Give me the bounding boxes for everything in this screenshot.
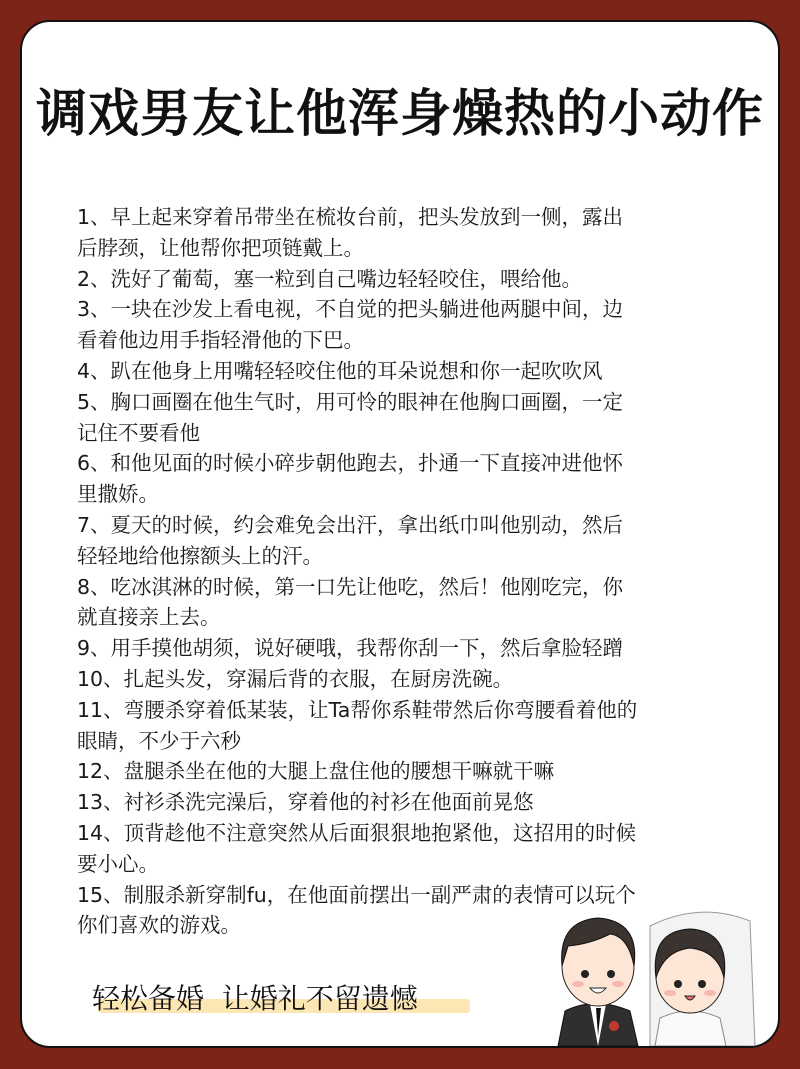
list-item-line: 10、扎起头发，穿漏后背的衣服，在厨房洗碗。 (77, 666, 514, 691)
list-item-line: 7、夏天的时候，约会难免会出汗，拿出纸巾叫他别动，然后 (77, 512, 624, 537)
list-item-line: 14、顶背趁他不注意突然从后面狠狠地抱紧他，这招用的时候 (77, 820, 637, 845)
tips-list (77, 202, 757, 941)
list-item (77, 756, 757, 787)
list-item-line: 15、制服杀新穿制fu，在他面前摆出一副严肃的表情可以玩个 (77, 882, 636, 907)
list-item-line: 5、胸口画圈在他生气时，用可怜的眼神在他胸口画圈，一定 (77, 389, 624, 414)
list-item-line: 2、洗好了葡萄，塞一粒到自己嘴边轻轻咬住，喂给他。 (77, 266, 583, 291)
list-item (77, 572, 757, 634)
list-item-line: 1、早上起来穿着吊带坐在梳妆台前，把头发放到一侧，露出 (77, 205, 624, 229)
wedding-couple-illustration (540, 896, 760, 1046)
list-item-line: 眼睛，不少于六秒 (77, 728, 241, 753)
list-item-line: 11、弯腰杀穿着低某装，让Ta帮你系鞋带然后你弯腰看着他的 (77, 697, 638, 722)
list-item-line: 你们喜欢的游戏。 (77, 913, 241, 938)
list-item-line: 要小心。 (77, 851, 159, 876)
list-item-line: 看着他边用手指轻滑他的下巴。 (77, 328, 364, 353)
list-item (77, 510, 757, 572)
list-item-line: 8、吃冰淇淋的时候，第一口先让他吃，然后！他刚吃完，你 (77, 574, 624, 599)
list-item-line: 后脖颈，让他帮你把项链戴上。 (77, 235, 364, 260)
list-item (77, 633, 757, 664)
list-item-line: 6、和他见面的时候小碎步朝他跑去，扑通一下直接冲进他怀 (77, 451, 624, 476)
list-item (77, 695, 757, 757)
list-item (77, 356, 757, 387)
list-item-line: 就直接亲上去。 (77, 605, 221, 630)
list-item-line: 12、盘腿杀坐在他的大腿上盘住他的腰想干嘛就干嘛 (77, 759, 555, 784)
list-item-line: 4、趴在他身上用嘴轻轻咬住他的耳朵说想和你一起吹吹风 (77, 358, 603, 383)
list-item-line: 9、用手摸他胡须，说好硬哦，我帮你刮一下，然后拿脸轻蹭 (77, 636, 624, 661)
footer-slogan: 轻松备婚 让婚礼不留遗憾 (92, 982, 418, 1015)
footer-slogan-block (92, 977, 418, 1017)
list-item (77, 787, 757, 818)
list-item-line: 记住不要看他 (77, 420, 200, 445)
list-item-line: 13、衬衫杀洗完澡后，穿着他的衬衫在他面前晃悠 (77, 790, 534, 815)
list-item (77, 664, 757, 695)
list-item (77, 448, 757, 510)
list-item (77, 264, 757, 295)
page-title: 调戏男友让他浑身燥热的小动作 (35, 85, 764, 144)
list-item (77, 294, 757, 356)
content-card (20, 20, 780, 1048)
list-item (77, 387, 757, 449)
list-item (77, 202, 757, 264)
list-item-line: 3、一块在沙发上看电视，不自觉的把头躺进他两腿中间，边 (77, 297, 624, 322)
list-item (77, 818, 757, 880)
list-item-line: 轻轻地给他擦额头上的汗。 (77, 543, 323, 568)
list-item-line: 里撒娇。 (77, 482, 159, 507)
